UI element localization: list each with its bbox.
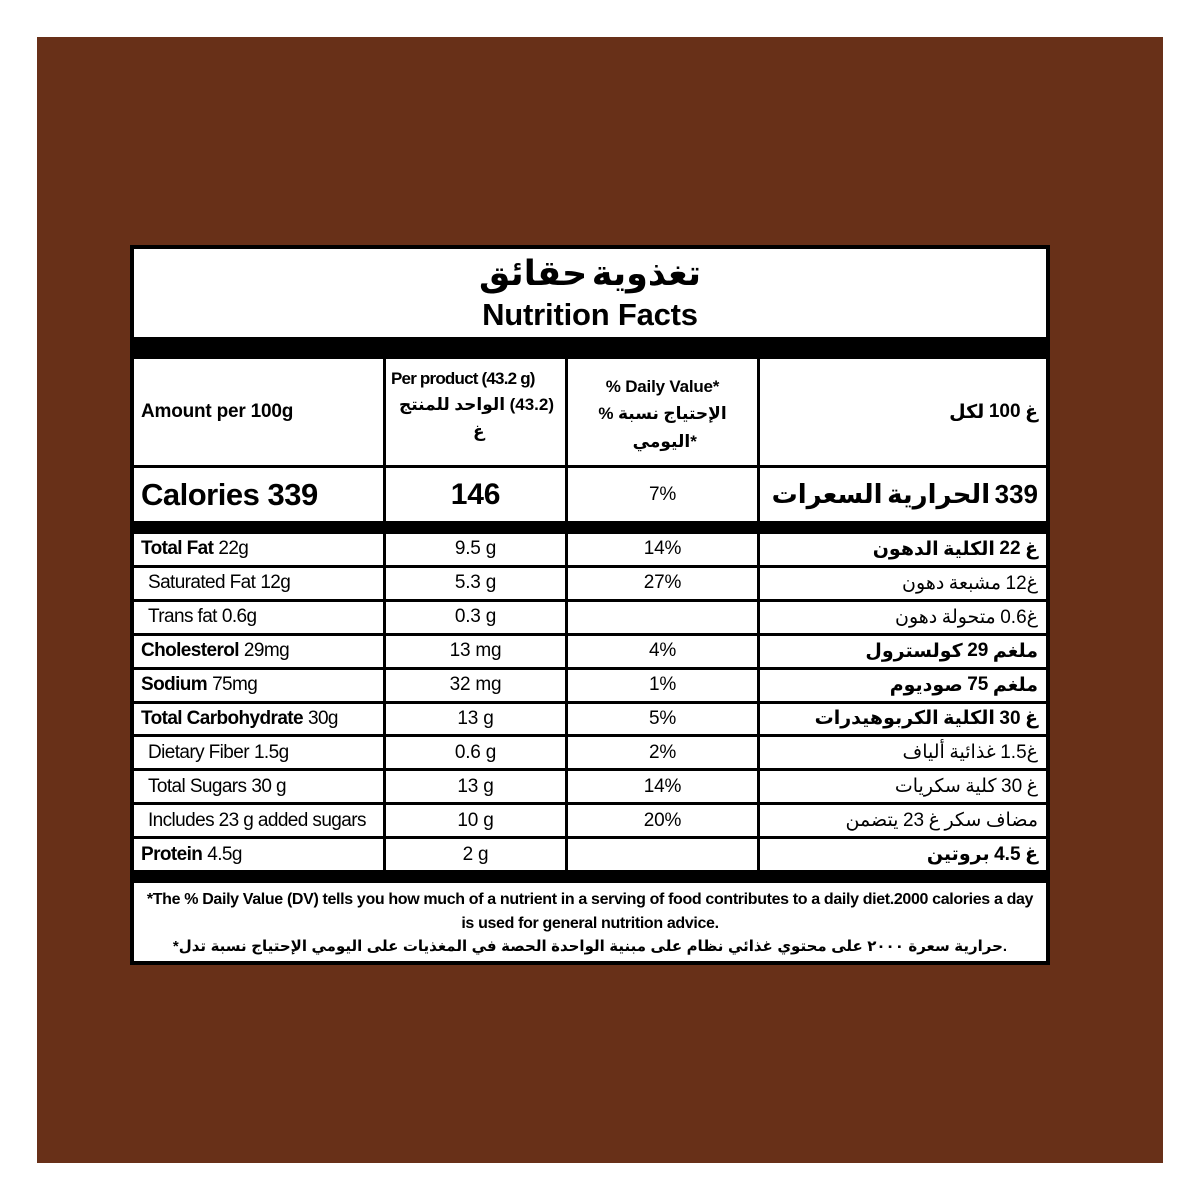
nutrient-name: Includes 23 g added sugars <box>148 809 366 831</box>
per-product-value: 9.5 g <box>383 534 565 565</box>
footnote <box>134 883 1046 961</box>
nutrient-row-added-sugars <box>134 802 1046 836</box>
calories-label: Calories <box>141 476 260 512</box>
nutrient-name: Sodium 75mg <box>141 674 258 696</box>
nutrient-name-ar: دهون مشبعة 12غ <box>757 568 1046 599</box>
per-product-value: 10 g <box>383 805 565 836</box>
header-per-product-ar: للمنتج الواحد (43.2)غ <box>398 395 555 441</box>
nutrient-row-total-carbohydrate <box>134 701 1046 735</box>
column-header-row <box>134 359 1046 468</box>
calories-title-ar: السعرات الحرارية 339 <box>757 468 1046 521</box>
calories-value: 339 <box>267 476 318 512</box>
daily-value-percent: 5% <box>565 704 757 735</box>
daily-value-percent: 14% <box>565 534 757 565</box>
per-product-value: 13 g <box>383 704 565 735</box>
nutrient-name: Total Fat 22g <box>141 538 249 560</box>
nutrient-name-ar: الكربوهيدرات الكلية 30 غ <box>757 704 1046 735</box>
daily-value-percent: 20% <box>565 805 757 836</box>
header-daily-value-en: % Daily Value* <box>605 377 720 397</box>
header-per-100g-ar: لكل 100 غ <box>757 359 1046 465</box>
per-product-value: 0.3 g <box>383 602 565 633</box>
nutrient-name-ar: يتضمن 23 غ سكر مضاف <box>757 805 1046 836</box>
nutrient-row-dietary-fiber <box>134 734 1046 768</box>
nutrient-row-trans-fat <box>134 599 1046 633</box>
nutrient-name-ar: ألياف غذائية 1.5غ <box>757 737 1046 768</box>
header-per-product <box>383 359 565 465</box>
nutrient-row-saturated-fat <box>134 565 1046 599</box>
header-daily-value <box>565 359 757 465</box>
per-product-value: 13 g <box>383 771 565 802</box>
daily-value-percent: 1% <box>565 670 757 701</box>
per-product-value: 32 mg <box>383 670 565 701</box>
nutrient-row-protein <box>134 836 1046 870</box>
separator-bar-mid <box>134 521 1046 534</box>
daily-value-percent <box>565 602 757 633</box>
header-amount-per-100g: Amount per 100g <box>141 401 294 422</box>
nutrient-row-total-fat <box>134 534 1046 565</box>
nutrient-row-sodium <box>134 667 1046 701</box>
nutrient-name-ar: سكريات كلية 30 غ <box>757 771 1046 802</box>
daily-value-percent: 27% <box>565 568 757 599</box>
nutrient-name: Dietary Fiber 1.5g <box>148 741 289 763</box>
daily-value-percent <box>565 839 757 870</box>
footnote-en: *The % Daily Value (DV) tells you how much of a nutrient in a serving of food contributes to a daily diet.2000 calories a day is used for general nutrition advice. <box>146 891 1034 932</box>
footnote-ar: *تدل نسبة الإحتياج اليومي على المغذيات في الحصة الواحدة مبنية على نظام غذائي محتوي على ٢٠٠٠ سعرة حرارية. <box>172 938 1008 955</box>
calories-per-product: 146 <box>383 468 565 521</box>
label-title-ar: حقائق تغذوية <box>479 254 701 294</box>
daily-value-percent: 2% <box>565 737 757 768</box>
per-product-value: 5.3 g <box>383 568 565 599</box>
nutrient-name: Saturated Fat 12g <box>148 572 291 594</box>
daily-value-percent: 4% <box>565 636 757 667</box>
calories-row <box>134 468 1046 521</box>
nutrient-name: Total Sugars 30 g <box>148 775 287 797</box>
separator-bar-top <box>134 337 1046 359</box>
per-product-value: 0.6 g <box>383 737 565 768</box>
header-daily-value-ar: % نسبة الإحتياجاليومي* <box>598 404 727 451</box>
nutrient-row-cholesterol <box>134 633 1046 667</box>
calories-title <box>134 468 383 521</box>
label-title <box>134 249 1046 337</box>
nutrient-name-ar: كولسترول 29 ملغم <box>757 636 1046 667</box>
nutrient-name: Trans fat 0.6g <box>148 606 257 628</box>
nutrient-table <box>134 534 1046 870</box>
nutrient-name: Cholesterol 29mg <box>141 640 290 662</box>
per-product-value: 2 g <box>383 839 565 870</box>
nutrient-name-ar: بروتين 4.5 غ <box>757 839 1046 870</box>
calories-daily-value: 7% <box>565 468 757 521</box>
per-product-value: 13 mg <box>383 636 565 667</box>
header-per-product-en: Per product (43.2 g) <box>391 369 535 388</box>
nutrition-label <box>130 245 1050 965</box>
nutrient-name: Protein 4.5g <box>141 843 242 865</box>
separator-bar-bottom <box>134 870 1046 883</box>
nutrient-name-ar: دهون متحولة 0.6غ <box>757 602 1046 633</box>
nutrient-name-ar: الدهون الكلية 22 غ <box>757 534 1046 565</box>
nutrient-name-ar: صوديوم 75 ملغم <box>757 670 1046 701</box>
nutrient-row-total-sugars <box>134 768 1046 802</box>
daily-value-percent: 14% <box>565 771 757 802</box>
nutrient-name: Total Carbohydrate 30g <box>141 707 338 729</box>
label-title-en: Nutrition Facts <box>482 296 698 332</box>
